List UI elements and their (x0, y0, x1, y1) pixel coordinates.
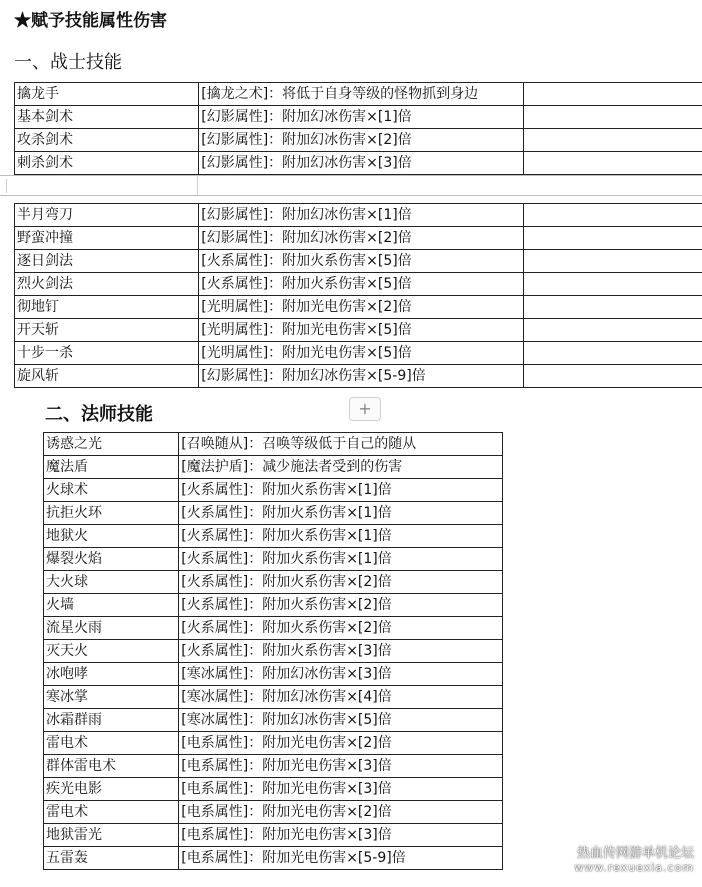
skill-name-cell: 开天斩 (15, 319, 199, 342)
skill-effect-cell: [幻影属性]：附加幻冰伤害×[1]倍 (199, 204, 523, 227)
skill-effect-cell: [火系属性]：附加火系伤害×[2]倍 (179, 571, 503, 594)
table-row (44, 502, 503, 525)
add-block-button[interactable]: + (349, 397, 381, 421)
skill-effect-cell: [火系属性]：附加火系伤害×[5]倍 (199, 250, 523, 273)
skill-name-cell: 火墙 (44, 594, 179, 617)
extra-cell (523, 227, 702, 250)
extra-cell (523, 296, 702, 319)
skill-name-cell: 旋风斩 (15, 365, 199, 388)
skill-effect-cell: [寒冰属性]：附加幻冰伤害×[5]倍 (179, 709, 503, 732)
divider (0, 175, 702, 176)
table-row (15, 129, 702, 152)
skill-effect-cell: [魔法护盾]：减少施法者受到的伤害 (179, 456, 503, 479)
divider (6, 179, 7, 193)
table-row (44, 548, 503, 571)
table-row (44, 617, 503, 640)
table-row (44, 433, 503, 456)
extra-cell (523, 152, 702, 175)
section-heading-mage: 二、法师技能 (45, 404, 153, 425)
skill-effect-cell: [光明属性]：附加光电伤害×[5]倍 (199, 342, 523, 365)
table-split-gap (0, 175, 702, 203)
table-row (44, 732, 503, 755)
watermark-name: 热血传网游单机论坛 (576, 846, 694, 861)
skill-name-cell: 彻地钉 (15, 296, 199, 319)
table-row (44, 778, 503, 801)
table-row (15, 319, 702, 342)
skill-name-cell: 火球术 (44, 479, 179, 502)
table-row (15, 83, 702, 106)
skill-effect-cell: [火系属性]：附加火系伤害×[1]倍 (179, 502, 503, 525)
skill-name-cell: 地狱雷光 (44, 824, 179, 847)
table-row (44, 847, 503, 870)
skill-effect-cell: [火系属性]：附加火系伤害×[2]倍 (179, 594, 503, 617)
skill-name-cell: 野蛮冲撞 (15, 227, 199, 250)
skill-name-cell: 诱惑之光 (44, 433, 179, 456)
watermark-url: www.rexuexia.com (574, 861, 694, 874)
skill-name-cell: 爆裂火焰 (44, 548, 179, 571)
skill-effect-cell: [光明属性]：附加光电伤害×[5]倍 (199, 319, 523, 342)
skill-name-cell: 疾光电影 (44, 778, 179, 801)
table-row (44, 571, 503, 594)
skill-name-cell: 擒龙手 (15, 83, 199, 106)
skill-name-cell: 冰霜群雨 (44, 709, 179, 732)
skill-effect-cell: [召唤随从]：召唤等级低于自己的随从 (179, 433, 503, 456)
table-row (15, 342, 702, 365)
warrior-skills-table-top (14, 82, 702, 175)
skill-name-cell: 魔法盾 (44, 456, 179, 479)
skill-effect-cell: [火系属性]：附加火系伤害×[5]倍 (199, 273, 523, 296)
skill-effect-cell: [火系属性]：附加火系伤害×[1]倍 (179, 479, 503, 502)
skill-effect-cell: [寒冰属性]：附加幻冰伤害×[4]倍 (179, 686, 503, 709)
table-row (44, 594, 503, 617)
skill-effect-cell: [寒冰属性]：附加幻冰伤害×[3]倍 (179, 663, 503, 686)
table-row (15, 204, 702, 227)
skill-name-cell: 半月弯刀 (15, 204, 199, 227)
table-row (44, 479, 503, 502)
skill-name-cell: 十步一杀 (15, 342, 199, 365)
skill-name-cell: 逐日剑法 (15, 250, 199, 273)
skill-name-cell: 基本剑术 (15, 106, 199, 129)
table-row (15, 250, 702, 273)
skill-name-cell: 刺杀剑术 (15, 152, 199, 175)
skill-name-cell: 群体雷电术 (44, 755, 179, 778)
table-row (44, 755, 503, 778)
table-row (15, 152, 702, 175)
extra-cell (523, 83, 702, 106)
skill-name-cell: 抗拒火环 (44, 502, 179, 525)
extra-cell (523, 106, 702, 129)
table-row (44, 801, 503, 824)
site-watermark (574, 847, 694, 875)
skill-effect-cell: [电系属性]：附加光电伤害×[3]倍 (179, 778, 503, 801)
skill-effect-cell: [火系属性]：附加火系伤害×[1]倍 (179, 525, 503, 548)
skill-effect-cell: [电系属性]：附加光电伤害×[3]倍 (179, 755, 503, 778)
skill-name-cell: 雷电术 (44, 732, 179, 755)
skill-name-cell: 灭天火 (44, 640, 179, 663)
mage-skills-table (43, 432, 503, 870)
skill-effect-cell: [火系属性]：附加火系伤害×[1]倍 (179, 548, 503, 571)
extra-cell (523, 342, 702, 365)
skill-name-cell: 地狱火 (44, 525, 179, 548)
skill-effect-cell: [幻影属性]：附加幻冰伤害×[1]倍 (199, 106, 523, 129)
table-row (15, 227, 702, 250)
table-row (44, 686, 503, 709)
page-title: ★赋予技能属性伤害 (14, 11, 167, 31)
extra-cell (523, 273, 702, 296)
skill-name-cell: 攻杀剑术 (15, 129, 199, 152)
table-row (44, 663, 503, 686)
skill-effect-cell: [火系属性]：附加火系伤害×[2]倍 (179, 617, 503, 640)
table-row (44, 525, 503, 548)
skill-effect-cell: [幻影属性]：附加幻冰伤害×[2]倍 (199, 129, 523, 152)
skill-effect-cell: [电系属性]：附加光电伤害×[3]倍 (179, 824, 503, 847)
extra-cell (523, 319, 702, 342)
table-row (15, 106, 702, 129)
skill-name-cell: 五雷轰 (44, 847, 179, 870)
table-row (15, 365, 702, 388)
skill-effect-cell: [电系属性]：附加光电伤害×[2]倍 (179, 732, 503, 755)
skill-name-cell: 大火球 (44, 571, 179, 594)
divider (197, 175, 198, 196)
skill-effect-cell: [幻影属性]：附加幻冰伤害×[3]倍 (199, 152, 523, 175)
table-row (15, 296, 702, 319)
skill-effect-cell: [光明属性]：附加光电伤害×[2]倍 (199, 296, 523, 319)
extra-cell (523, 204, 702, 227)
skill-effect-cell: [火系属性]：附加火系伤害×[3]倍 (179, 640, 503, 663)
warrior-skills-table-bottom (14, 203, 702, 388)
table-row (44, 456, 503, 479)
skill-effect-cell: [擒龙之术]：将低于自身等级的怪物抓到身边 (199, 83, 523, 106)
skill-name-cell: 流星火雨 (44, 617, 179, 640)
skill-effect-cell: [幻影属性]：附加幻冰伤害×[5-9]倍 (199, 365, 523, 388)
table-row (44, 709, 503, 732)
skill-effect-cell: [电系属性]：附加光电伤害×[5-9]倍 (179, 847, 503, 870)
skill-effect-cell: [电系属性]：附加光电伤害×[2]倍 (179, 801, 503, 824)
extra-cell (523, 250, 702, 273)
divider (0, 195, 702, 196)
extra-cell (523, 365, 702, 388)
skill-name-cell: 烈火剑法 (15, 273, 199, 296)
table-row (44, 824, 503, 847)
skill-name-cell: 寒冰掌 (44, 686, 179, 709)
table-row (44, 640, 503, 663)
section-heading-warrior: 一、战士技能 (14, 52, 122, 73)
skill-name-cell: 雷电术 (44, 801, 179, 824)
table-row (15, 273, 702, 296)
skill-effect-cell: [幻影属性]：附加幻冰伤害×[2]倍 (199, 227, 523, 250)
extra-cell (523, 129, 702, 152)
skill-name-cell: 冰咆哮 (44, 663, 179, 686)
